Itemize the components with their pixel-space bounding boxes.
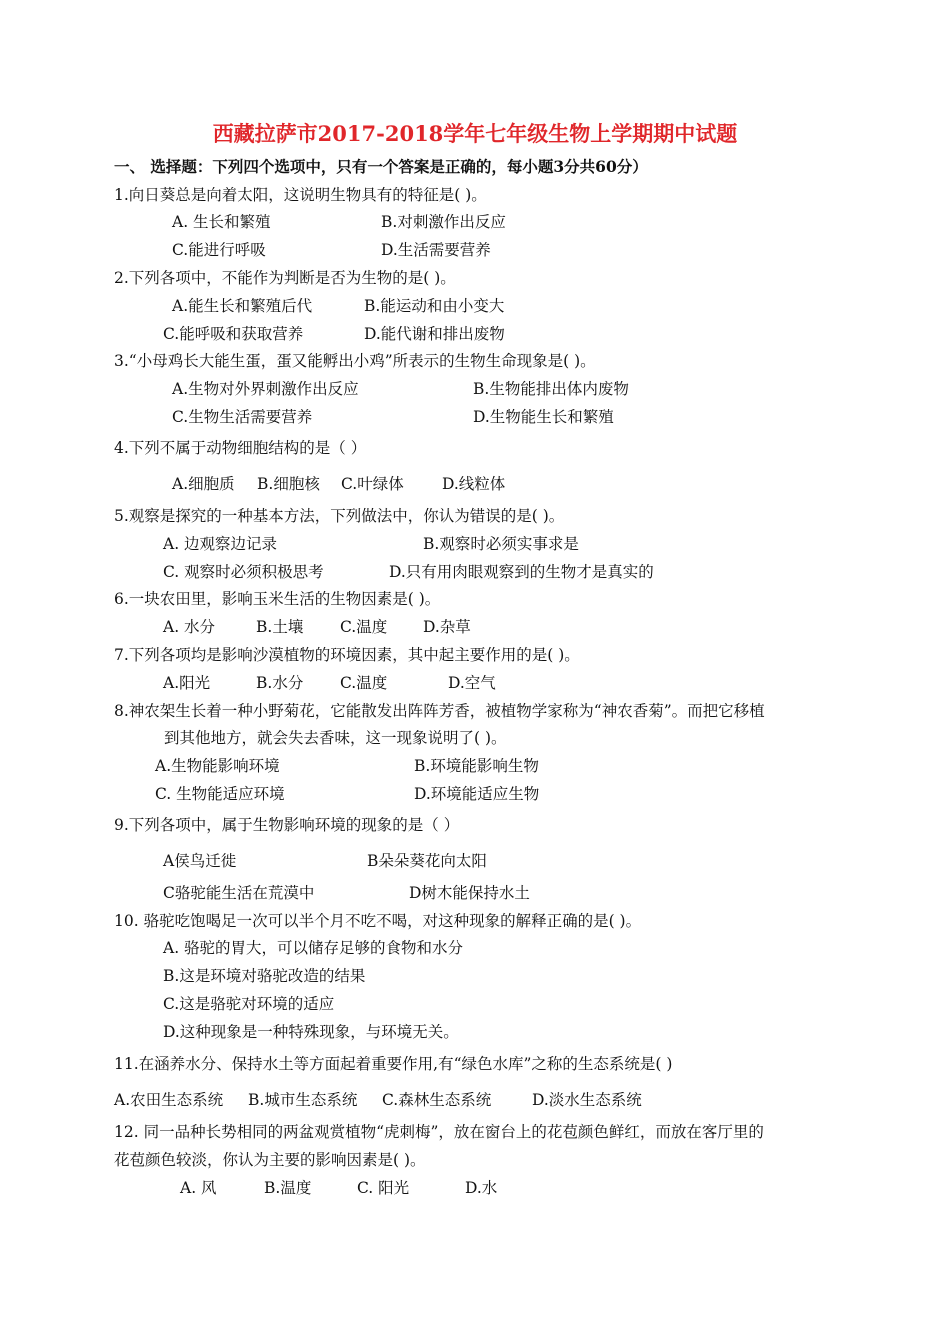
question-6-option-c: C.温度 <box>340 618 388 636</box>
question-1-option-b: B.对刺激作出反应 <box>381 213 506 231</box>
question-8-option-d: D.环境能适应生物 <box>414 785 540 803</box>
question-11-option-a: A.农田生态系统 <box>114 1091 224 1109</box>
question-12-option-a: A. 风 <box>180 1179 217 1197</box>
question-6-option-a: A. 水分 <box>163 618 216 636</box>
question-2-option-b: B.能运动和由小变大 <box>364 297 505 315</box>
question-7-option-d: D.空气 <box>448 674 496 692</box>
question-3-option-b: B.生物能排出体内废物 <box>473 380 629 398</box>
question-3-stem: 3.“小母鸡长大能生蛋，蛋又能孵出小鸡”所表示的生物生命现象是( )。 <box>114 352 596 370</box>
question-8-stem-continued: 到其他地方，就会失去香味，这一现象说明了( )。 <box>164 729 507 747</box>
question-4-option-c: C.叶绿体 <box>341 475 404 493</box>
question-5-option-b: B.观察时必须实事求是 <box>423 535 579 553</box>
question-1-option-d: D.生活需要营养 <box>381 241 491 259</box>
question-7-stem: 7.下列各项均是影响沙漠植物的环境因素，其中起主要作用的是( )。 <box>114 646 580 664</box>
question-10-option-b: B.这是环境对骆驼改造的结果 <box>163 967 366 985</box>
question-9-option-a: A侯鸟迁徙 <box>163 852 237 870</box>
question-6-stem: 6.一块农田里，影响玉米生活的生物因素是( )。 <box>114 590 441 608</box>
question-12-stem: 12. 同一品种长势相同的两盆观赏植物“虎刺梅”，放在窗台上的花苞颜色鲜红，而放在客厅里的 <box>114 1123 764 1141</box>
question-6-option-b: B.土壤 <box>256 618 304 636</box>
question-11-option-b: B.城市生态系统 <box>248 1091 358 1109</box>
question-10-option-c: C.这是骆驼对环境的适应 <box>163 995 335 1013</box>
question-4-option-a: A.细胞质 <box>172 475 235 493</box>
question-5-option-a: A. 边观察边记录 <box>163 535 278 553</box>
question-5-option-d: D.只有用肉眼观察到的生物才是真实的 <box>389 563 654 581</box>
question-7-option-a: A.阳光 <box>163 674 211 692</box>
question-4-stem: 4.下列不属于动物细胞结构的是（ ） <box>114 439 367 457</box>
question-11-option-c: C.森林生态系统 <box>382 1091 492 1109</box>
question-1-stem: 1.向日葵总是向着太阳，这说明生物具有的特征是( )。 <box>114 186 487 204</box>
question-2-option-a: A.能生长和繁殖后代 <box>172 297 313 315</box>
question-3-option-d: D.生物能生长和繁殖 <box>473 408 614 426</box>
question-3-option-c: C.生物生活需要营养 <box>172 408 313 426</box>
question-9-option-b: B朵朵葵花向太阳 <box>367 852 487 870</box>
question-10-option-a: A. 骆驼的胃大，可以储存足够的食物和水分 <box>163 939 464 957</box>
question-3-option-a: A.生物对外界刺激作出反应 <box>172 380 359 398</box>
question-8-option-c: C. 生物能适应环境 <box>155 785 285 803</box>
question-4-option-b: B.细胞核 <box>257 475 320 493</box>
question-10-stem: 10. 骆驼吃饱喝足一次可以半个月不吃不喝，对这种现象的解释正确的是( )。 <box>114 912 642 930</box>
section-heading: 一、 选择题：下列四个选项中，只有一个答案是正确的，每小题3分共60分） <box>114 157 648 176</box>
question-7-option-b: B.水分 <box>256 674 304 692</box>
question-1-option-a: A. 生长和繁殖 <box>172 213 271 231</box>
question-9-option-d: D树木能保持水土 <box>409 884 530 902</box>
question-2-stem: 2.下列各项中，不能作为判断是否为生物的是( )。 <box>114 269 456 287</box>
question-12-option-c: C. 阳光 <box>357 1179 410 1197</box>
question-9-option-c: C骆驼能生活在荒漠中 <box>163 884 315 902</box>
question-8-stem: 8.神农架生长着一种小野菊花，它能散发出阵阵芳香，被植物学家称为“神农香菊”。而把它移植 <box>114 702 765 720</box>
question-7-option-c: C.温度 <box>340 674 388 692</box>
question-2-option-c: C.能呼吸和获取营养 <box>163 325 304 343</box>
question-2-option-d: D.能代谢和排出废物 <box>364 325 505 343</box>
question-1-option-c: C.能进行呼吸 <box>172 241 266 259</box>
question-12-stem-continued: 花苞颜色较淡，你认为主要的影响因素是( )。 <box>114 1151 426 1169</box>
question-12-option-d: D.水 <box>465 1179 498 1197</box>
question-11-stem: 11.在涵养水分、保持水土等方面起着重要作用,有“绿色水库”之称的生态系统是( ) <box>114 1055 673 1073</box>
question-8-option-b: B.环境能影响生物 <box>414 757 539 775</box>
question-5-option-c: C. 观察时必须积极思考 <box>163 563 324 581</box>
question-9-stem: 9.下列各项中，属于生物影响环境的现象的是（ ） <box>114 816 460 834</box>
question-10-option-d: D.这种现象是一种特殊现象，与环境无关。 <box>163 1023 459 1041</box>
page-title: 西藏拉萨市2017-2018学年七年级生物上学期期中试题 <box>212 121 738 146</box>
question-8-option-a: A.生物能影响环境 <box>155 757 280 775</box>
question-11-option-d: D.淡水生态系统 <box>532 1091 642 1109</box>
question-4-option-d: D.线粒体 <box>442 475 506 493</box>
question-5-stem: 5.观察是探究的一种基本方法，下列做法中，你认为错误的是( )。 <box>114 507 565 525</box>
question-6-option-d: D.杂草 <box>423 618 471 636</box>
question-12-option-b: B.温度 <box>264 1179 312 1197</box>
